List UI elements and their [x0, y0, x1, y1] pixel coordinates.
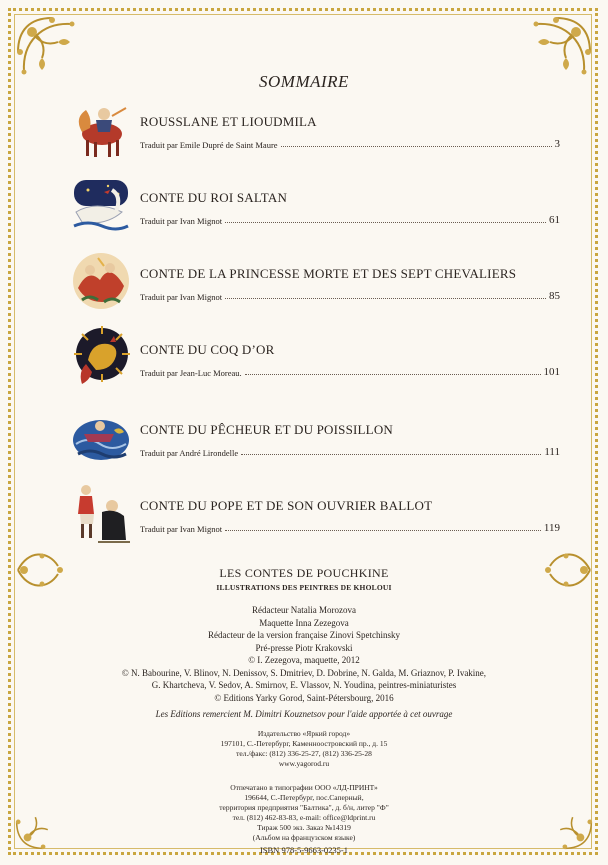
printer-info — [0, 783, 608, 843]
fisherman-illustration-icon — [68, 404, 134, 470]
entry-page-number: 85 — [549, 290, 560, 302]
colophon — [0, 566, 608, 855]
knights-illustration-icon — [68, 248, 134, 314]
printer-line: Тираж 500 экз. Заказ №14319 — [257, 823, 351, 832]
printer-line: (Альбом на французском языке) — [252, 833, 356, 842]
credit-line: Rédacteur de la version française Zinovi Spetchinsky — [208, 630, 400, 640]
toc-entry[interactable] — [60, 480, 560, 550]
entry-title: CONTE DU COQ D’OR — [140, 342, 275, 357]
entry-page-number: 119 — [543, 522, 560, 534]
pope-and-worker-illustration-icon — [68, 480, 134, 546]
dot-leader — [225, 297, 546, 299]
entry-translator: Traduit par Ivan Mignot — [140, 524, 223, 534]
entry-leader-line — [140, 444, 560, 458]
entry-page-number: 111 — [544, 446, 560, 458]
entry-page-number: 61 — [549, 214, 560, 226]
entry-page-number: 101 — [543, 366, 560, 378]
dot-leader — [225, 529, 541, 531]
dot-leader — [225, 221, 546, 223]
dot-leader — [281, 145, 552, 147]
book-title: LES CONTES DE POUCHKINE — [219, 566, 389, 580]
toc-entry[interactable] — [60, 96, 560, 166]
entry-title: CONTE DU PÊCHEUR ET DU POISSILLON — [140, 422, 394, 437]
entry-translator: Traduit par Emile Dupré de Saint Maure — [140, 140, 278, 150]
entry-title: CONTE DE LA PRINCESSE MORTE ET DES SEPT CHEVALIERS — [140, 266, 517, 281]
credit-line: © Editions Yarky Gorod, Saint-Pétersbourg, 2016 — [214, 692, 394, 703]
page-title: SOMMAIRE — [259, 72, 349, 91]
credit-line: Maquette Inna Zezegova — [259, 617, 349, 628]
dot-leader — [241, 453, 541, 455]
acknowledgement: Les Editions remercient M. Dimitri Kouznetsov pour l'aide apportée à cet ouvrage — [155, 709, 453, 719]
isbn: ISBN 978-5-9663-0235-1 — [259, 845, 349, 855]
credit-line: G. Khartcheva, V. Sedov, A. Smirnov, E. Vlassov, N. Youdina, peintres-miniaturistes — [151, 680, 457, 690]
entry-translator: Traduit par Ivan Mignot — [140, 216, 223, 226]
printer-line: Отпечатано в типографии ООО «ЛД-ПРИНТ» — [230, 783, 378, 792]
entry-title: ROUSSLANE ET LIOUDMILA — [140, 114, 317, 129]
credits — [0, 604, 608, 704]
entry-title: CONTE DU POPE ET DE SON OUVRIER BALLOT — [140, 498, 433, 513]
entry-leader-line — [140, 364, 560, 378]
toc-entry[interactable] — [60, 248, 560, 318]
publisher-line: Издательство «Яркий город» — [257, 729, 351, 738]
printer-line: 196644, С.-Петербург, пос.Саперный, — [244, 793, 364, 802]
entry-translator: Traduit par André Lirondelle — [140, 448, 239, 458]
horse-rider-illustration-icon — [68, 96, 134, 162]
toc-entry[interactable] — [60, 404, 560, 474]
credit-line: Rédacteur Natalia Morozova — [252, 605, 356, 615]
golden-cockerel-illustration-icon — [68, 324, 134, 390]
entry-page-number: 3 — [554, 138, 560, 150]
toc-entry[interactable] — [60, 172, 560, 242]
credit-line: Pré-presse Piotr Krakovski — [255, 642, 353, 653]
credit-line: © I. Zezegova, maquette, 2012 — [248, 655, 360, 665]
entry-leader-line — [140, 212, 560, 226]
dot-leader — [245, 373, 541, 375]
entry-leader-line — [140, 288, 560, 302]
printer-line: территория предприятия "Балтика", д. б/н, литер "Ф" — [219, 803, 389, 812]
printer-line: тел. (812) 462-83-83, e-mail: office@ldprint.ru — [232, 813, 376, 822]
publisher-line: www.yagorod.ru — [278, 759, 330, 768]
publisher-info — [0, 729, 608, 769]
publisher-line: тел./факс: (812) 336-25-27, (812) 336-25-28 — [236, 749, 372, 758]
entry-translator: Traduit par Ivan Mignot — [140, 292, 223, 302]
toc-entry[interactable] — [60, 324, 560, 394]
entry-translator: Traduit par Jean-Luc Moreau. — [140, 368, 242, 378]
book-subtitle: ILLUSTRATIONS DES PEINTRES DE KHOLOUI — [216, 583, 392, 592]
publisher-line: 197101, С.-Петербург, Каменноостровский пр., д. 15 — [220, 739, 388, 748]
swan-illustration-icon — [68, 172, 134, 238]
entry-leader-line — [140, 136, 560, 150]
entry-title: CONTE DU ROI SALTAN — [140, 190, 288, 205]
credit-line: © N. Babourine, V. Blinov, N. Denissov, S. Dmitriev, D. Dobrine, N. Galda, M. Griaznov, P. Ivakine, — [121, 667, 487, 678]
entry-leader-line — [140, 520, 560, 534]
